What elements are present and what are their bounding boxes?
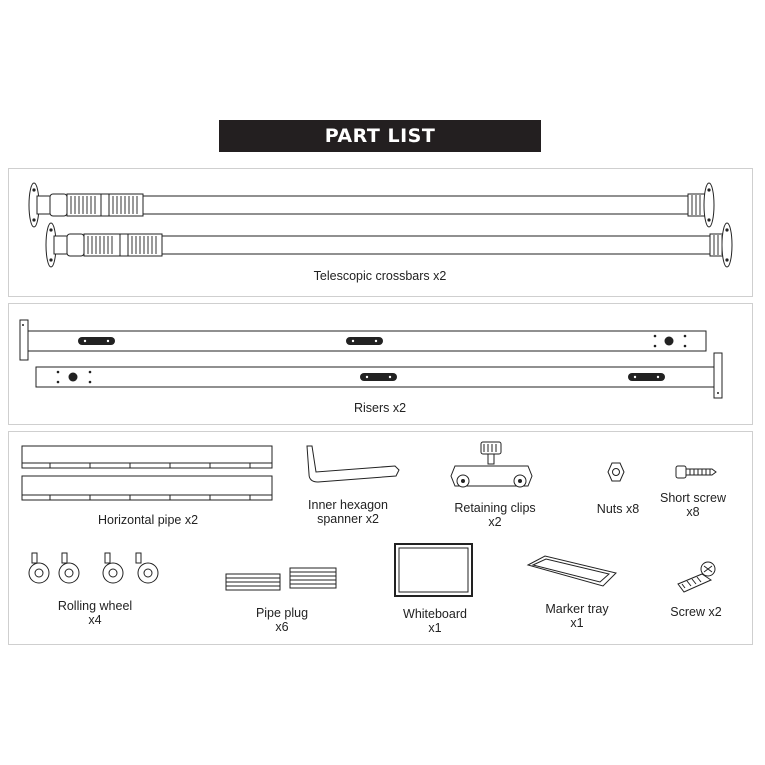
plug-label-2: x6: [275, 620, 289, 634]
horizontal-pipe-label: Horizontal pipe x2: [97, 513, 199, 527]
wheel-label-1: Rolling wheel: [57, 599, 133, 613]
whiteboard-label-2: x1: [428, 621, 442, 635]
spanner-label-1: Inner hexagon: [308, 498, 388, 512]
tray-label-1: Marker tray: [545, 602, 609, 616]
whiteboard-label-1: Whiteboard: [403, 607, 467, 621]
short-screw-label-2: x8: [686, 505, 700, 519]
part-list-title: PART LIST: [219, 120, 541, 152]
plug-label-1: Pipe plug: [255, 606, 309, 620]
short-screw-label-1: Short screw: [660, 491, 726, 505]
clips-label-2: x2: [488, 515, 502, 529]
screw-label: Screw x2: [670, 605, 722, 619]
spanner-label-2: spanner x2: [317, 512, 379, 526]
wheel-label-2: x4: [88, 613, 102, 627]
nuts-label: Nuts x8: [596, 502, 640, 516]
tray-label-2: x1: [570, 616, 584, 630]
clips-label-1: Retaining clips: [454, 501, 536, 515]
crossbars-label: Telescopic crossbars x2: [313, 269, 447, 283]
risers-label: Risers x2: [353, 401, 407, 415]
